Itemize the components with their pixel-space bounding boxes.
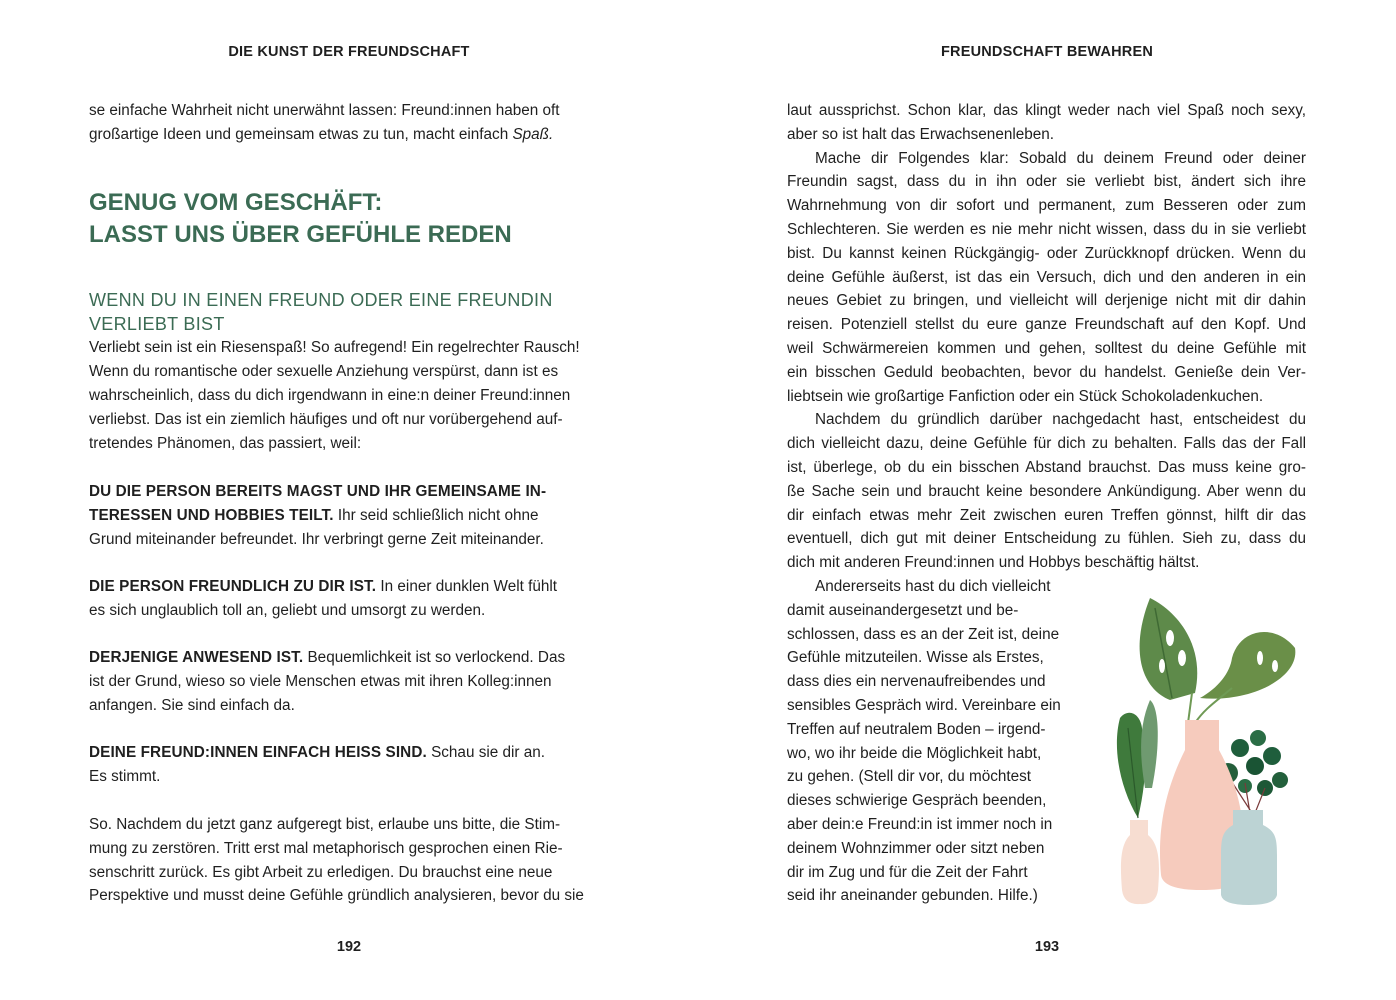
text-line bbox=[787, 599, 1087, 623]
text-line bbox=[787, 504, 1306, 528]
plants-in-vases-illustration bbox=[1100, 588, 1300, 908]
page-number: 193 bbox=[1034, 939, 1060, 955]
page-number: 192 bbox=[336, 939, 362, 955]
text-line bbox=[787, 242, 1306, 266]
fern-leaf-icon bbox=[1117, 700, 1158, 818]
running-head: DIE KUNST DER FREUNDSCHAFT bbox=[228, 44, 470, 60]
chapter-heading-line-2: LASST UNS ÜBER GEFÜHLE REDEN bbox=[89, 221, 512, 248]
body-text: dir im Zug und für die Zeit der Fahrt bbox=[787, 863, 1028, 881]
body-text: aber so ist halt das Erwachsenenleben. bbox=[787, 125, 1055, 143]
text-line bbox=[89, 599, 619, 623]
body-text: Gefühle mitzuteilen. Wisse als Erstes, bbox=[787, 649, 1044, 667]
running-head: FREUNDSCHAFT BEWAHREN bbox=[940, 44, 1154, 60]
chapter-heading-line-1: GENUG VOM GESCHÄFT: bbox=[89, 189, 383, 216]
text-line bbox=[787, 123, 1306, 147]
body-text: mung zu zerstören. Tritt erst mal metaphorisch gesprochen einen Rie- bbox=[89, 840, 563, 857]
text-line bbox=[787, 385, 1306, 409]
emphasis-text: Spaß. bbox=[512, 126, 554, 143]
run-in-heading: DEINE FREUND:INNEN EINFACH HEISS SIND. bbox=[89, 744, 427, 761]
subheading-line-1: WENN DU IN EINEN FREUND ODER EINE FREUNDIN bbox=[89, 290, 553, 310]
body-text: Bequemlichkeit ist so verlockend. Das bbox=[303, 649, 566, 666]
text-line bbox=[89, 694, 619, 718]
body-text: dir einfach etwas mehr Zeit zwischen euren Treffen gönnst, hilft dir das bbox=[787, 506, 1306, 524]
body-text: deine Gefühle äußerst, ist das ein Versuch, dich und den anderen in ein bbox=[787, 268, 1306, 286]
text-line bbox=[89, 741, 619, 765]
text-line bbox=[787, 694, 1087, 718]
text-line bbox=[787, 837, 1087, 861]
subheading-line-2: VERLIEBT BIST bbox=[89, 314, 225, 334]
text-line bbox=[787, 646, 1087, 670]
text-line bbox=[89, 837, 619, 861]
body-text: ße Sache sein und braucht keine besondere Ankündigung. Aber wenn du bbox=[787, 482, 1306, 500]
body-text: zu gehen. (Stell dir vor, du möchtest bbox=[787, 768, 1032, 786]
run-in-heading: DIE PERSON FREUNDLICH ZU DIR IST. bbox=[89, 578, 377, 595]
body-text: großartige Ideen und gemeinsam etwas zu tun, macht einfach bbox=[89, 126, 513, 143]
body-text: So. Nachdem du jetzt ganz aufgeregt bist, erlaube uns bitte, die Stim- bbox=[89, 816, 561, 833]
text-line bbox=[787, 765, 1087, 789]
body-text: Grund miteinander befreundet. Ihr verbringt gerne Zeit miteinander. bbox=[89, 531, 544, 548]
body-text: Schlechteren. Sie werden es nie mehr nicht wissen, dass du in sie verliebt bbox=[787, 221, 1306, 238]
text-line bbox=[89, 861, 619, 885]
text-line bbox=[787, 99, 1306, 123]
text-line bbox=[815, 408, 1306, 432]
text-line bbox=[89, 123, 609, 147]
body-text: Andererseits hast du dich vielleicht bbox=[815, 578, 1051, 595]
body-text: wahrscheinlich, dass du dich irgendwann in eine:n deiner Freund:innen bbox=[89, 387, 571, 404]
body-text: laut aussprichst. Schon klar, das klingt weder nach viel Spaß noch sexy, bbox=[787, 102, 1306, 119]
body-text: ein bisschen Geduld beobachten, bevor du handelst. Genieße dein Ver- bbox=[787, 363, 1306, 381]
body-text: Wenn du romantische oder sexuelle Anziehung verspürst, dann ist es bbox=[89, 363, 559, 380]
body-text: senschritt zurück. Es gibt Arbeit zu erledigen. Du brauchst eine neue bbox=[89, 864, 553, 881]
body-text: wo, wo ihr beide die Möglichkeit habt, bbox=[787, 744, 1042, 762]
text-line bbox=[89, 575, 619, 599]
body-text: verliebst. Das ist ein ziemlich häufiges und oft nur vorübergehend auf- bbox=[89, 411, 563, 428]
body-text: Schau sie dir an. bbox=[426, 744, 546, 761]
text-line bbox=[89, 384, 619, 408]
text-line bbox=[89, 813, 619, 837]
text-line bbox=[89, 480, 619, 504]
body-text: Treffen auf neutralem Boden – irgend- bbox=[787, 720, 1046, 738]
text-line bbox=[815, 147, 1306, 171]
body-text: se einfache Wahrheit nicht unerwähnt lassen: Freund:innen haben oft bbox=[89, 102, 560, 119]
text-line bbox=[787, 337, 1306, 361]
text-line bbox=[89, 646, 619, 670]
body-text: dich mit anderen Freund:innen und Hobbys beschäftig hältst. bbox=[787, 554, 1200, 572]
text-line bbox=[787, 861, 1087, 885]
text-line bbox=[787, 813, 1087, 837]
text-line bbox=[787, 718, 1087, 742]
text-line bbox=[89, 528, 619, 552]
text-line bbox=[787, 551, 1306, 575]
text-line bbox=[787, 170, 1306, 194]
text-line bbox=[89, 670, 619, 694]
body-text: schlossen, dass es an der Zeit ist, deine bbox=[787, 625, 1060, 643]
body-text: es sich unglaublich toll an, geliebt und umsorgt zu werden. bbox=[89, 602, 486, 619]
body-text: tretendes Phänomen, das passiert, weil: bbox=[89, 435, 362, 452]
text-line bbox=[787, 266, 1306, 290]
text-line bbox=[89, 765, 619, 789]
text-line bbox=[787, 218, 1306, 242]
body-text: weil Schwärmereien kommen und gehen, solltest du deine Gefühle mit bbox=[787, 340, 1306, 357]
monstera-leaf-icon bbox=[1140, 598, 1296, 723]
text-line bbox=[89, 99, 609, 123]
body-text: anfangen. Sie sind einfach da. bbox=[89, 697, 295, 714]
body-text: Verliebt sein ist ein Riesenspaß! So aufregend! Ein regelrechter Rausch! bbox=[89, 339, 580, 356]
body-text: Es stimmt. bbox=[89, 768, 161, 785]
text-line bbox=[787, 623, 1087, 647]
text-line bbox=[89, 504, 619, 528]
body-text: sensibles Gespräch wird. Vereinbare ein bbox=[787, 697, 1061, 714]
body-text: neues Gebiet zu bringen, und vielleicht will derjenige nicht mit dir dahin bbox=[787, 292, 1306, 310]
text-line bbox=[89, 336, 619, 360]
text-line bbox=[787, 456, 1306, 480]
body-text: aber dein:e Freund:in ist immer noch in bbox=[787, 816, 1053, 833]
text-line bbox=[787, 432, 1306, 456]
text-line bbox=[787, 289, 1306, 313]
body-text: liebtsein wie großartige Fanfiction oder ein Stück Schokoladenkuchen. bbox=[787, 387, 1264, 405]
body-text: Nachdem du gründlich darüber nachgedacht hast, entscheidest du bbox=[815, 411, 1306, 429]
run-in-heading: DERJENIGE ANWESEND IST. bbox=[89, 649, 304, 666]
text-line bbox=[787, 194, 1306, 218]
text-line bbox=[89, 884, 619, 908]
body-text: bist. Du kannst keinen Rückgängig- oder Zurückknopf drücken. Wenn du bbox=[787, 244, 1306, 262]
text-line bbox=[89, 360, 619, 384]
body-text: Wahrnehmung von dir sofort und permanent, zum Besseren oder zum bbox=[787, 197, 1306, 215]
body-text: ist der Grund, wieso so viele Menschen etwas mit ihren Kolleg:innen bbox=[89, 673, 552, 690]
text-line bbox=[787, 884, 1087, 908]
run-in-heading: TERESSEN UND HOBBIES TEILT. bbox=[89, 507, 334, 524]
text-line bbox=[89, 432, 619, 456]
text-line bbox=[787, 670, 1087, 694]
body-text: dass dies ein nervenaufreibendes und bbox=[787, 673, 1046, 691]
text-line bbox=[787, 361, 1306, 385]
run-in-heading: DU DIE PERSON BEREITS MAGST UND IHR GEMEINSAME IN- bbox=[89, 483, 547, 500]
body-text: seid ihr aneinander gebunden. Hilfe.) bbox=[787, 887, 1038, 905]
text-line bbox=[815, 575, 1087, 599]
body-text: eventuell, dich gut mit deiner Entscheidung zu fühlen. Sieh zu, dass du bbox=[787, 530, 1306, 548]
text-line bbox=[787, 789, 1087, 813]
body-text: deinem Wohnzimmer oder sitzt neben bbox=[787, 839, 1045, 857]
body-text: Freundin sagst, dass du in ihn oder sie verliebt bist, ändert sich ihre bbox=[787, 173, 1306, 191]
text-line bbox=[787, 527, 1306, 551]
body-text: Ihr seid schließlich nicht ohne bbox=[333, 507, 539, 524]
text-line bbox=[787, 742, 1087, 766]
body-text: dieses schwierige Gespräch beenden, bbox=[787, 792, 1047, 810]
text-line bbox=[89, 408, 619, 432]
body-text: dich vielleicht dazu, deine Gefühle für dich zu behalten. Falls das der Fall bbox=[787, 435, 1306, 453]
body-text: damit auseinandergesetzt und be- bbox=[787, 601, 1019, 619]
body-text: reisen. Potenziell stellst du eure ganze Freundschaft auf den Kopf. Und bbox=[787, 316, 1306, 334]
text-line bbox=[787, 480, 1306, 504]
body-text: Perspektive und musst deine Gefühle gründlich analysieren, bevor du sie bbox=[89, 887, 584, 904]
body-text: In einer dunklen Welt fühlt bbox=[376, 578, 558, 595]
body-text: Mache dir Folgendes klar: Sobald du deinem Freund oder deiner bbox=[815, 149, 1306, 167]
text-line bbox=[787, 313, 1306, 337]
body-text: ist, überlege, ob du ein bisschen Abstand brauchst. Das muss keine gro- bbox=[787, 459, 1306, 476]
